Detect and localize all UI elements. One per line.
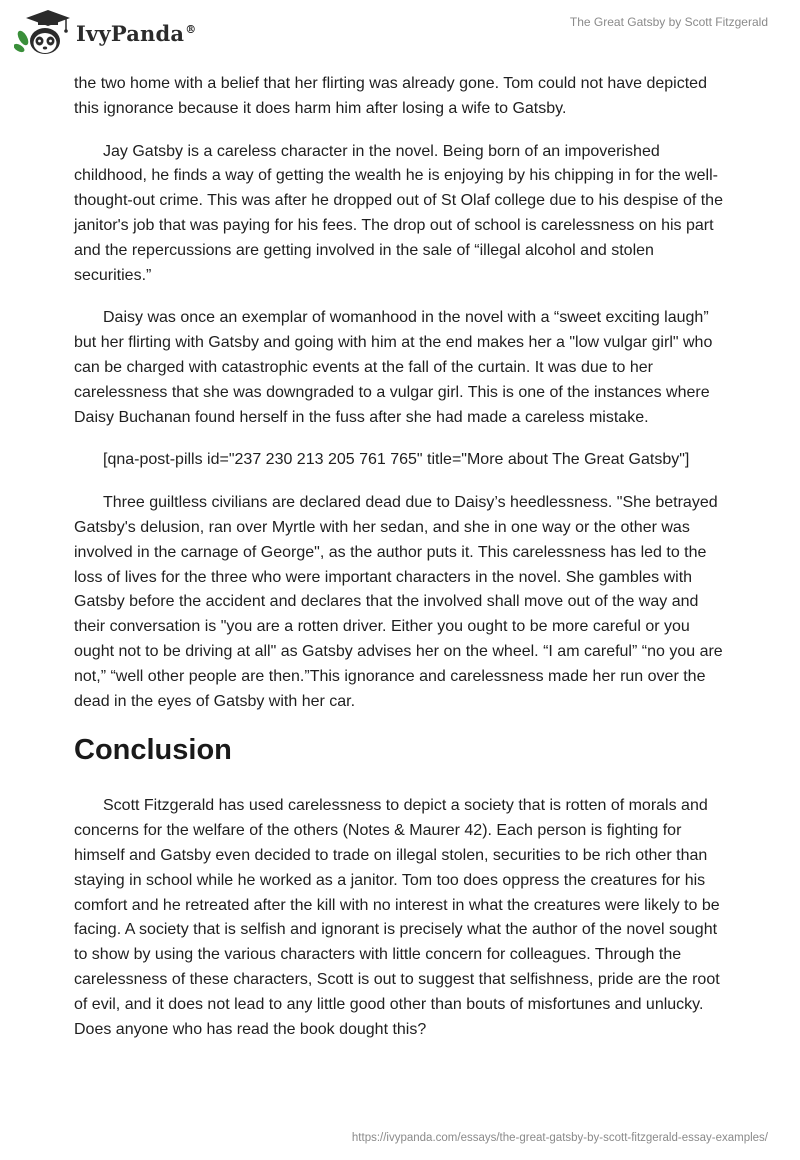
paragraph-continuation: the two home with a belief that her flirting was already gone. Tom could not have depicted this ignorance because it does harm him after losing a wife to Gatsby. [74, 75, 707, 117]
essay-body [74, 72, 726, 1060]
shortcode-text: [qna-post-pills id="237 230 213 205 761 765" title="More about The Great Gatsby"] [103, 451, 690, 469]
conclusion-heading: Conclusion [74, 734, 232, 767]
source-url[interactable]: https://ivypanda.com/essays/the-great-gatsby-by-scott-fitzgerald-essay-examples/ [351, 1132, 768, 1144]
logo[interactable] [14, 8, 196, 56]
paragraph-civilians: Three guiltless civilians are declared dead due to Daisy’s heedlessness. "She betrayed Gatsby's delusion, ran over Myrtle with her sedan, and she in one way or the other was involved in the carnage of George", as the author puts it. This carelessness has led to the loss of lives for the three who were important characters in the novel. She gambles with Gatsby before the accident and declares that the involved shall move out of the way and their conversation is "you are a rotten driver. Either you ought to be more careful or you ought not to be driving at all" as Gatsby advises her on the wheel. “I am careful” “no you are not,” “well other people are then.”This ignorance and carelessness made her run over the dead in the eyes of Gatsby with her car. [74, 494, 723, 710]
paragraph-daisy: Daisy was once an exemplar of womanhood in the novel with a “sweet exciting laugh” but her flirting with Gatsby and going with him at the end makes her a "low vulgar girl" who can be charged with catastrophic events at the fall of the curtain. It was due to her carelessness that she was downgraded to a vulgar girl. This is one of the instances where Daisy Buchanan found herself in the fuss after she had made a careless mistake. [74, 309, 713, 426]
document-title: The Great Gatsby by Scott Fitzgerald [569, 15, 768, 29]
paragraph-conclusion: Scott Fitzgerald has used carelessness to depict a society that is rotten of morals and concerns for the welfare of the others (Notes & Maurer 42). Each person is fighting for himself and Gatsby even decided to trade on illegal stolen, securities to be rich other than staying in school while he worked as a janitor. Tom too does oppress the creatures for his comfort and he retreated after the kill with no interest in what the creatures were likely to be facing. A society that is selfish and ignorant is precisely what the author of the novel sought to show by using the various characters with little concern for colleagues. Through the carelessness of these characters, Scott is out to suggest that selfishness, pride are the root of evil, and it does not lead to any little good other than bouts of misfortunes and unlucky. Does anyone who has read the book dought this? [74, 797, 720, 1038]
page-header [0, 0, 800, 62]
brand-name: IvyPanda® [76, 20, 197, 46]
paragraph-jay-gatsby: Jay Gatsby is a careless character in the novel. Being born of an impoverished childhood, he finds a way of getting the wealth he is enjoying by his chipping in for the well-thought-out crime. This was after he dropped out of St Olaf college due to his despise of the janitor's job that was paying for his fees. The drop out of school is carelessness on his part and the repercussions are getting involved in the sale of “illegal alcohol and stolen securities.” [74, 142, 723, 284]
panda-graduate-icon [14, 8, 70, 56]
